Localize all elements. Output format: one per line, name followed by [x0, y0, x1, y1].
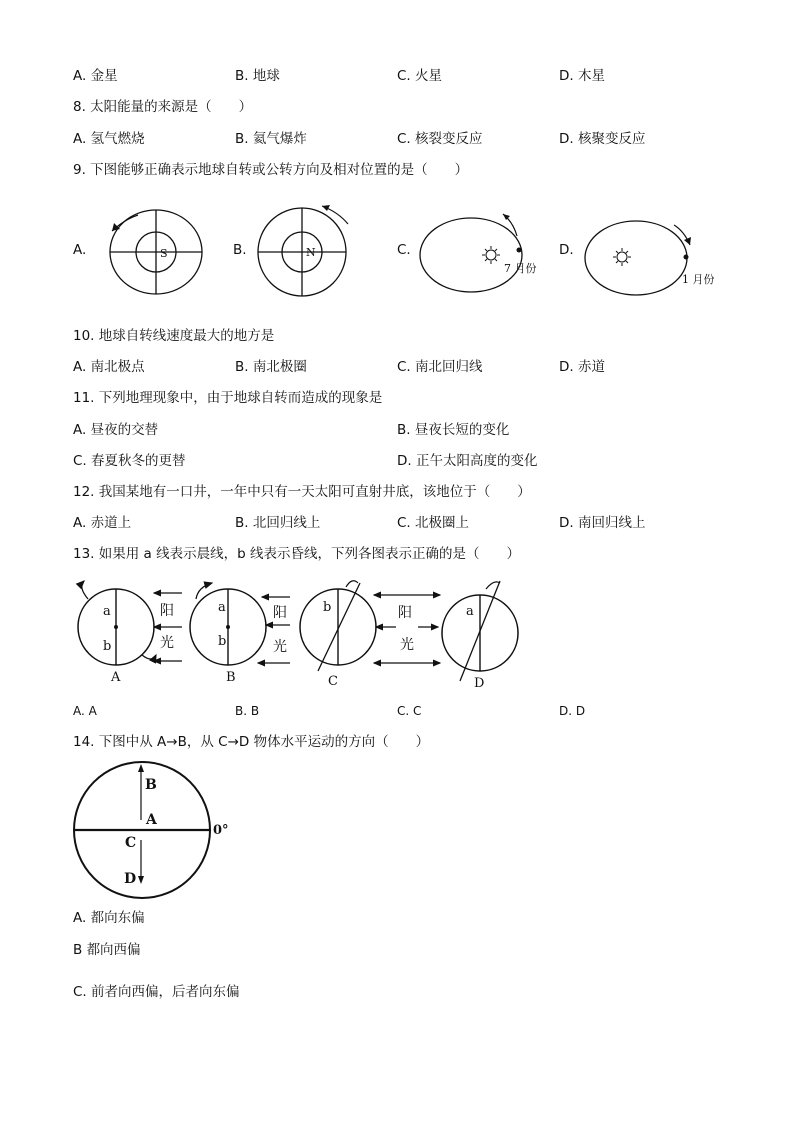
- q13-diagram-d: [442, 581, 518, 691]
- svg-text:阳: 阳: [273, 605, 287, 621]
- svg-text:a: a: [103, 604, 111, 619]
- q12-question: 12. 我国某地有一口井，一年中只有一天太阳可直射井底，该地位于（ ）: [73, 484, 531, 500]
- q10-question: 10. 地球自转线速度最大的地方是: [73, 328, 275, 344]
- q13-question: 13. 如果用 a 线表示晨线，b 线表示昏线，下列各图表示正确的是（ ）: [73, 546, 520, 562]
- q12-option-c: C. 北极圈上: [397, 515, 470, 531]
- q10-option-b: B. 南北极圈: [235, 359, 307, 375]
- q9-c-month-label: 7 月份: [504, 262, 537, 275]
- q14-question: 14. 下图中从 A→B，从 C→D 物体水平运动的方向（ ）: [73, 734, 430, 750]
- q7-option-b: B. 地球: [235, 68, 280, 84]
- q9-question: 9. 下图能够正确表示地球自转或公转方向及相对位置的是（ ）: [73, 162, 469, 178]
- q7-option-c: C. 火星: [397, 68, 443, 84]
- svg-text:阳: 阳: [398, 605, 412, 621]
- q14-option-a: A. 都向东偏: [73, 910, 145, 926]
- q8-question: 8. 太阳能量的来源是（ ）: [73, 99, 253, 115]
- q9-b-pole-label: N: [306, 246, 316, 259]
- q14-figure: [70, 760, 240, 902]
- q9-diagram-c: [415, 210, 545, 300]
- svg-text:B: B: [226, 670, 236, 685]
- svg-text:阳: 阳: [160, 603, 174, 619]
- q14-label-a: A: [146, 812, 157, 828]
- svg-text:C: C: [328, 674, 338, 689]
- q8-option-b: B. 氦气爆炸: [235, 131, 307, 147]
- svg-text:光: 光: [273, 639, 287, 655]
- q11-question: 11. 下列地理现象中，由于地球自转而造成的现象是: [73, 390, 383, 406]
- svg-text:a: a: [466, 604, 474, 619]
- q11-option-a: A. 昼夜的交替: [73, 422, 159, 438]
- q12-option-a: A. 赤道上: [73, 515, 132, 531]
- svg-text:b: b: [218, 634, 227, 649]
- svg-text:光: 光: [400, 637, 414, 653]
- q9-diagram-b: [250, 200, 370, 305]
- svg-text:a: a: [218, 600, 226, 615]
- q10-option-a: A. 南北极点: [73, 359, 145, 375]
- q13-option-b: B. B: [235, 704, 260, 718]
- q14-option-b: B 都向西偏: [73, 942, 141, 958]
- svg-text:A: A: [111, 670, 121, 685]
- q11-option-b: B. 昼夜长短的变化: [397, 422, 510, 438]
- q14-label-b: B: [145, 777, 157, 793]
- q9-option-c-letter: C.: [397, 242, 411, 258]
- q9-option-d-letter: D.: [559, 242, 574, 258]
- q13-figure: [68, 575, 538, 690]
- q9-option-b-letter: B.: [233, 242, 247, 258]
- q14-label-d: D: [124, 871, 137, 887]
- svg-text:b: b: [103, 639, 112, 654]
- q9-option-a-letter: A.: [73, 242, 87, 258]
- q8-option-a: A. 氢气燃烧: [73, 131, 145, 147]
- q13-option-a: A. A: [73, 704, 97, 718]
- q9-diagram-d: [580, 215, 720, 295]
- q13-diagram-c: [300, 581, 440, 689]
- q9-d-month-label: 1 月份: [682, 273, 715, 286]
- svg-text:b: b: [323, 600, 332, 615]
- q14-label-c: C: [125, 835, 137, 851]
- q9-diagram-a: [100, 205, 220, 305]
- q12-option-d: D. 南回归线上: [559, 515, 646, 531]
- q11-option-c: C. 春夏秋冬的更替: [73, 453, 186, 469]
- q13-option-d: D. D: [559, 704, 586, 718]
- q7-option-d: D. 木星: [559, 68, 605, 84]
- q13-diagram-a: [78, 581, 182, 685]
- q11-option-d: D. 正午太阳高度的变化: [397, 453, 538, 469]
- q7-option-a: A. 金星: [73, 68, 118, 84]
- q13-option-c: C. C: [397, 704, 422, 718]
- q10-option-c: C. 南北回归线: [397, 359, 483, 375]
- q13-diagram-b: [190, 583, 290, 685]
- q14-equator-label: 0°: [213, 823, 229, 838]
- q12-option-b: B. 北回归线上: [235, 515, 321, 531]
- svg-text:D: D: [474, 676, 485, 691]
- q9-a-pole-label: S: [160, 247, 168, 260]
- q8-option-d: D. 核聚变反应: [559, 131, 646, 147]
- q8-option-c: C. 核裂变反应: [397, 131, 483, 147]
- q14-option-c: C. 前者向西偏，后者向东偏: [73, 984, 240, 1000]
- svg-text:光: 光: [160, 635, 174, 651]
- q10-option-d: D. 赤道: [559, 359, 605, 375]
